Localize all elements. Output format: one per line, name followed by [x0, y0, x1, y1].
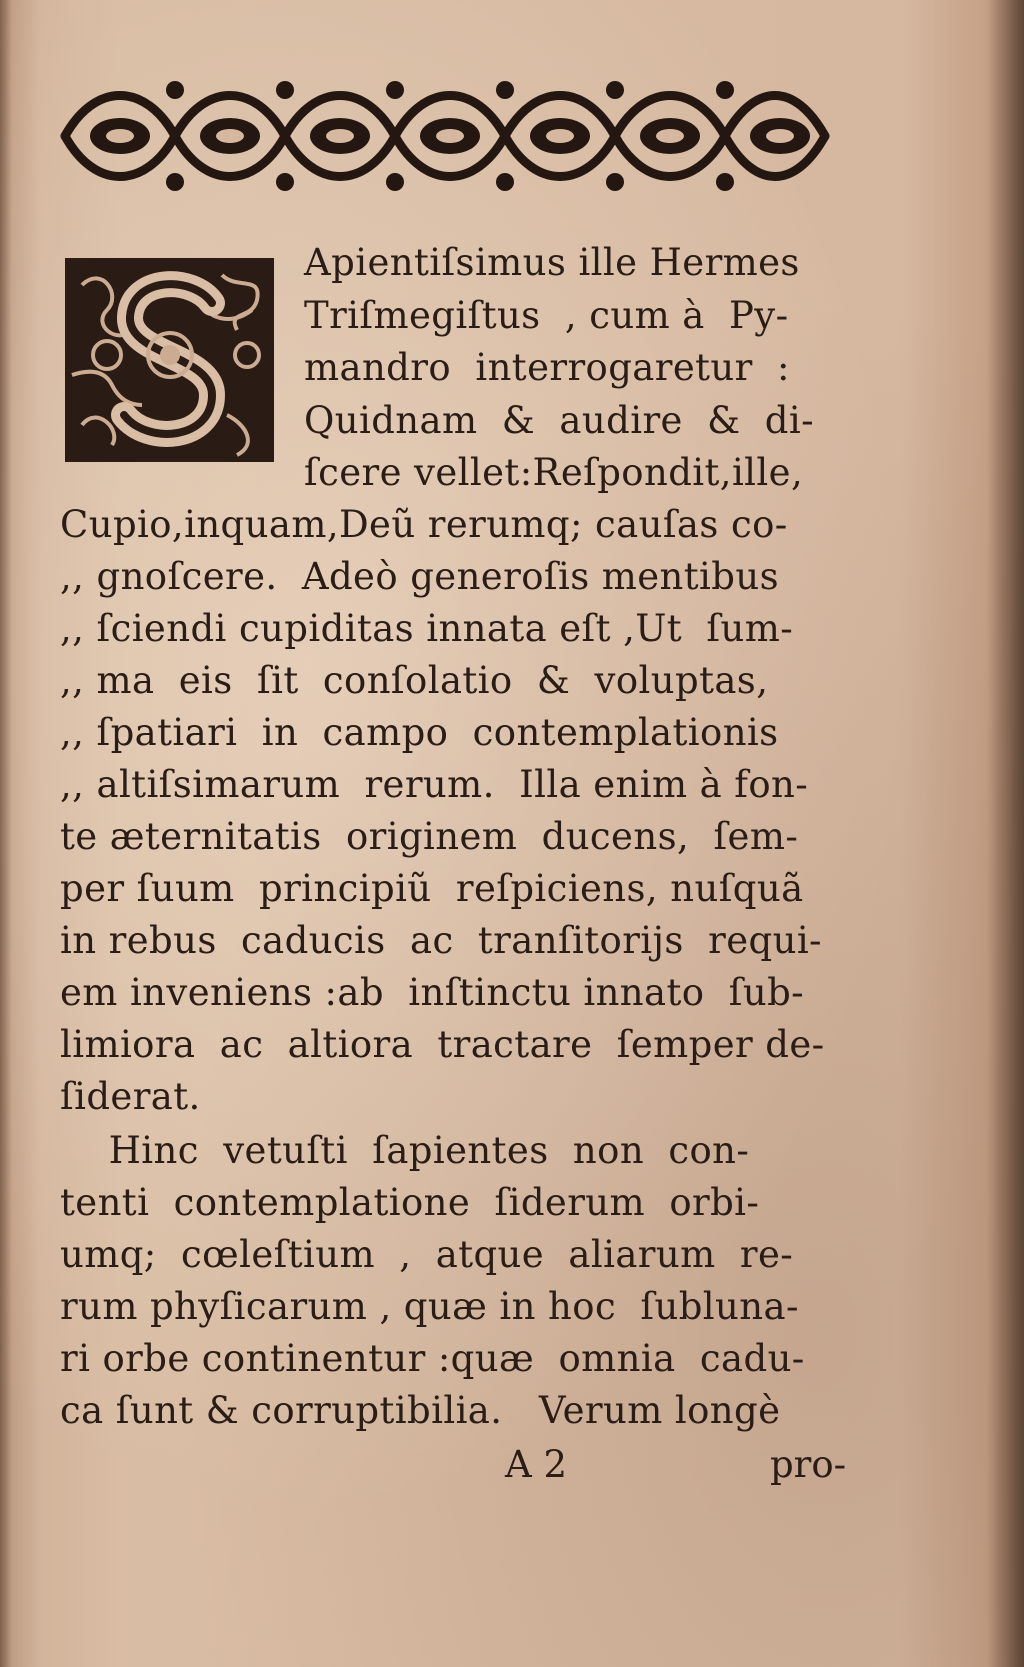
text-line: ,, ſpatiari in campo contemplationis: [60, 711, 779, 754]
ornamental-headpiece: [55, 72, 835, 200]
catchword: pro-: [770, 1443, 847, 1486]
text-line: rum phyſicarum , quæ in hoc ſubluna-: [60, 1285, 799, 1328]
text-line: ,, altiſsimarum rerum. Illa enim à fon-: [60, 763, 809, 806]
text-line: ,, ſciendi cupiditas innata eſt ,Ut ſum-: [60, 607, 794, 650]
text-line: umq; cœleſtium , atque aliarum re-: [60, 1233, 794, 1276]
text-line: Cupio,inquam,Deũ rerumq; cauſas co-: [60, 503, 788, 546]
text-line: ri orbe continentur :quæ omnia cadu-: [60, 1337, 805, 1380]
signature-mark: A 2: [505, 1443, 568, 1486]
text-line: te æternitatis originem ducens, ſem-: [60, 815, 799, 858]
page-left-shadow: [0, 0, 12, 1667]
decorated-initial-s: [62, 255, 277, 465]
text-line: ,, gnoſcere. Adeò generoſis mentibus: [60, 555, 779, 598]
text-line: Apientiſsimus ille Hermes: [304, 241, 800, 284]
text-line: Triſmegiſtus , cum à Py-: [304, 294, 789, 337]
text-line: ,, ma eis ſit conſolatio & voluptas,: [60, 659, 769, 702]
text-line: ſiderat.: [60, 1075, 201, 1118]
text-line: per ſuum principiũ reſpiciens, nuſquã: [60, 867, 804, 910]
page-right-edge: [986, 0, 1024, 1667]
text-line: em inveniens :ab inſtinctu innato ſub-: [60, 971, 805, 1014]
text-line: Hinc vetuſti ſapientes non con-: [60, 1129, 750, 1172]
text-line: mandro interrogaretur :: [304, 346, 790, 389]
text-line: ca ſunt & corruptibilia. Verum longè: [60, 1389, 781, 1432]
text-line: in rebus caducis ac tranſitorijs requi-: [60, 919, 822, 962]
text-line: Quidnam & audire & di-: [304, 399, 815, 442]
text-line: tenti contemplatione ſiderum orbi-: [60, 1181, 760, 1224]
text-line: limiora ac altiora tractare ſemper de-: [60, 1023, 825, 1066]
text-line: ſcere vellet:Reſpondit,ille,: [304, 451, 804, 494]
